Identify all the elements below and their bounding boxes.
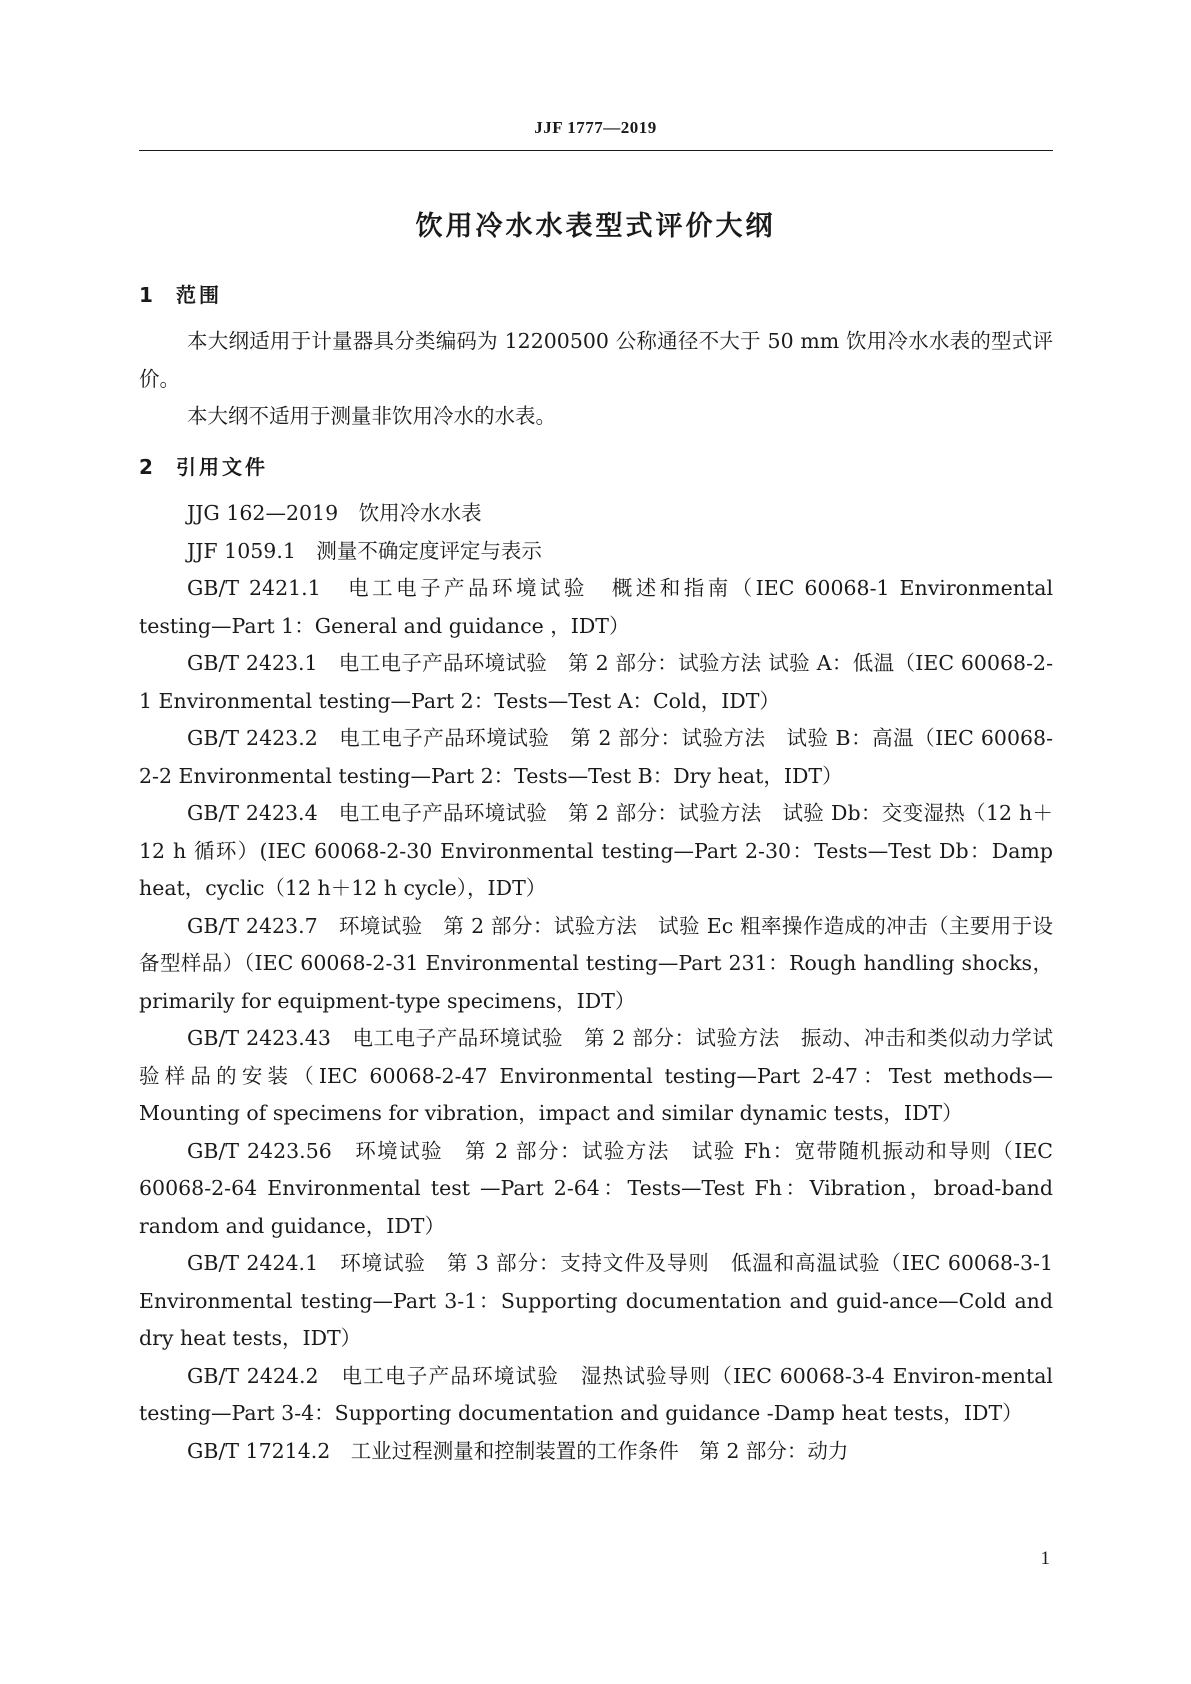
reference-item: GB/T 2421.1 电工电子产品环境试验 概述和指南（IEC 60068-1 Environmental testing—Part 1：General and guidance ，IDT） (139, 576, 1053, 638)
doc-code-header: JJF 1777—2019 (534, 118, 657, 137)
section-body-scope (139, 323, 1053, 436)
paragraph: 本大纲适用于计量器具分类编码为 12200500 公称通径不大于 50 mm 饮用冷水水表的型式评价。 (139, 329, 1053, 391)
section-title: 引用文件 (176, 455, 268, 479)
section-number: 2 (139, 455, 153, 479)
section-body-references (139, 495, 1053, 1470)
section-heading-references (139, 451, 268, 480)
reference-item: GB/T 17214.2 工业过程测量和控制装置的工作条件 第 2 部分：动力 (187, 1438, 849, 1463)
header-rule (139, 150, 1053, 151)
page-number: 1 (1040, 1548, 1050, 1569)
section-title: 范围 (176, 283, 222, 307)
reference-item: GB/T 2423.1 电工电子产品环境试验 第 2 部分：试验方法 试验 A：低温（IEC 60068-2-1 Environmental testing—Part 2：Tests—Test A：Cold，IDT） (139, 651, 1053, 713)
reference-item: GB/T 2423.56 环境试验 第 2 部分：试验方法 试验 Fh：宽带随机振动和导则（IEC 60068-2-64 Environmental test —Part 2-64：Tests—Test Fh：Vibration，broad-band random and guidance，IDT） (139, 1138, 1053, 1238)
reference-item: GB/T 2424.1 环境试验 第 3 部分：支持文件及导则 低温和高温试验（IEC 60068-3-1 Environmental testing—Part 3-1：Supporting documentation and guid-ance—Cold and dry heat tests，IDT） (139, 1251, 1053, 1350)
reference-item: GB/T 2423.7 环境试验 第 2 部分：试验方法 试验 Ec 粗率操作造成的冲击（主要用于设备型样品）（IEC 60068-2-31 Environmental testing—Part 231：Rough handling shocks，primarily for equipment-type specimens，IDT） (139, 913, 1053, 1013)
section-heading-scope (139, 279, 222, 308)
reference-item: JJG 162—2019 饮用冷水水表 (187, 501, 482, 525)
reference-item: JJF 1059.1 测量不确定度评定与表示 (187, 538, 542, 563)
paragraph: 本大纲不适用于测量非饮用冷水的水表。 (187, 404, 556, 428)
section-number: 1 (139, 283, 153, 307)
document-title: 饮用冷水水表型式评价大纲 (415, 211, 776, 242)
reference-item: GB/T 2423.2 电工电子产品环境试验 第 2 部分：试验方法 试验 B：高温（IEC 60068-2-2 Environmental testing—Part 2：Tests—Test B：Dry heat，IDT） (139, 726, 1053, 788)
reference-item: GB/T 2424.2 电工电子产品环境试验 湿热试验导则（IEC 60068-3-4 Environ-mental testing—Part 3-4：Supporting documentation and guidance -Damp heat tests，IDT） (139, 1363, 1053, 1425)
reference-item: GB/T 2423.43 电工电子产品环境试验 第 2 部分：试验方法 振动、冲击和类似动力学试验样品的安装（IEC 60068-2-47 Environmental testing—Part 2-47：Test methods—Mounting of specimens for vibration，impact and similar dynamic tests，IDT） (139, 1026, 1053, 1125)
reference-item: GB/T 2423.4 电工电子产品环境试验 第 2 部分：试验方法 试验 Db：交变湿热（12 h＋12 h 循环）(IEC 60068-2-30 Environmental testing—Part 2-30：Tests—Test Db：Damp heat，cyclic（12 h＋12 h cycle），IDT） (139, 801, 1053, 900)
